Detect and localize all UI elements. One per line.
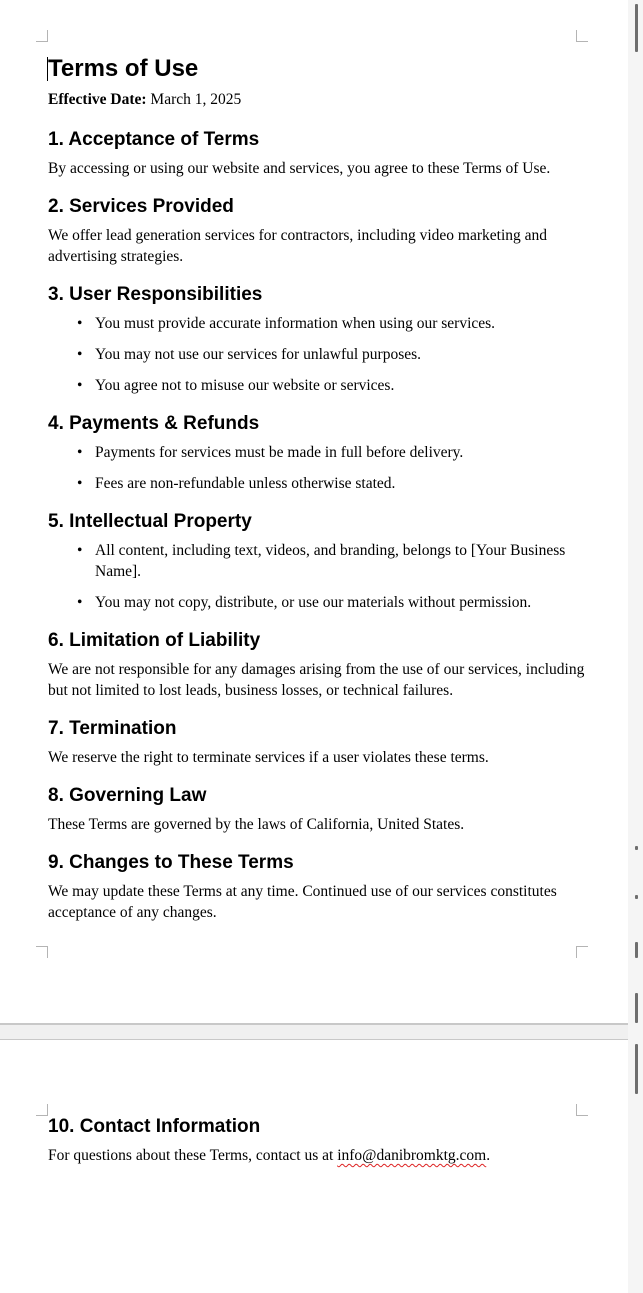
section-text-changes[interactable]: We may update these Terms at any time. Continued use of our services constitutes acceptance of any changes.: [48, 883, 557, 921]
list-item[interactable]: • Fees are non-refundable unless otherwise stated.: [48, 473, 588, 494]
section-heading-payments[interactable]: 4. Payments & Refunds: [48, 413, 260, 434]
list-item[interactable]: • You must provide accurate information when using our services.: [48, 313, 588, 334]
page-body[interactable]: [48, 1115, 588, 1182]
document-page-2: [0, 1040, 628, 1293]
section-heading-services[interactable]: 2. Services Provided: [48, 196, 234, 217]
vertical-scrollbar[interactable]: [628, 0, 643, 1293]
section-heading-changes[interactable]: 9. Changes to These Terms: [48, 852, 294, 873]
document-title[interactable]: Terms of Use: [48, 55, 199, 82]
effective-date-value: March 1, 2025: [150, 91, 242, 108]
section-heading-termination[interactable]: 7. Termination: [48, 718, 177, 739]
payments-list: [48, 442, 588, 494]
scroll-marker: [635, 895, 638, 899]
page-separator: [0, 1023, 628, 1040]
section-heading-responsibilities[interactable]: 3. User Responsibilities: [48, 284, 263, 305]
section-text-governing-law[interactable]: These Terms are governed by the laws of California, United States.: [48, 816, 465, 833]
scroll-marker: [635, 942, 638, 958]
page-corner-mark: [36, 1104, 48, 1116]
scroll-marker: [635, 1044, 638, 1094]
effective-date-label: Effective Date:: [48, 91, 147, 108]
contact-email[interactable]: info@danibromktg.com: [337, 1147, 487, 1164]
scrollbar-thumb[interactable]: [635, 4, 638, 52]
list-item[interactable]: • You agree not to misuse our website or services.: [48, 375, 588, 396]
list-item[interactable]: • All content, including text, videos, and branding, belongs to [Your Business Name].: [48, 540, 588, 582]
list-item[interactable]: • Payments for services must be made in full before delivery.: [48, 442, 588, 463]
page-corner-mark: [576, 30, 588, 42]
section-text-termination[interactable]: We reserve the right to terminate services if a user violates these terms.: [48, 749, 489, 766]
section-heading-acceptance[interactable]: 1. Acceptance of Terms: [48, 129, 260, 150]
page-corner-mark: [36, 30, 48, 42]
page-body[interactable]: [48, 54, 588, 939]
section-text-contact[interactable]: For questions about these Terms, contact us at info@danibromktg.com.: [48, 1147, 491, 1164]
section-heading-governing-law[interactable]: 8. Governing Law: [48, 785, 207, 806]
intellectual-property-list: [48, 540, 588, 613]
section-heading-liability[interactable]: 6. Limitation of Liability: [48, 630, 261, 651]
section-text-liability[interactable]: We are not responsible for any damages arising from the use of our services, including but not limited to lost leads, business losses, or technical failures.: [48, 661, 585, 699]
list-item[interactable]: • You may not copy, distribute, or use our materials without permission.: [48, 592, 588, 613]
list-item[interactable]: • You may not use our services for unlawful purposes.: [48, 344, 588, 365]
page-corner-mark: [36, 946, 48, 958]
text-cursor: [47, 57, 48, 81]
effective-date[interactable]: [48, 90, 588, 110]
scroll-marker: [635, 846, 638, 850]
section-heading-intellectual-property[interactable]: 5. Intellectual Property: [48, 511, 252, 532]
section-text-acceptance[interactable]: By accessing or using our website and services, you agree to these Terms of Use.: [48, 160, 551, 177]
section-heading-contact[interactable]: 10. Contact Information: [48, 1116, 261, 1137]
scroll-marker: [635, 993, 638, 1023]
responsibilities-list: [48, 313, 588, 396]
page-corner-mark: [576, 946, 588, 958]
section-text-services[interactable]: We offer lead generation services for contractors, including video marketing and advertising strategies.: [48, 227, 548, 265]
